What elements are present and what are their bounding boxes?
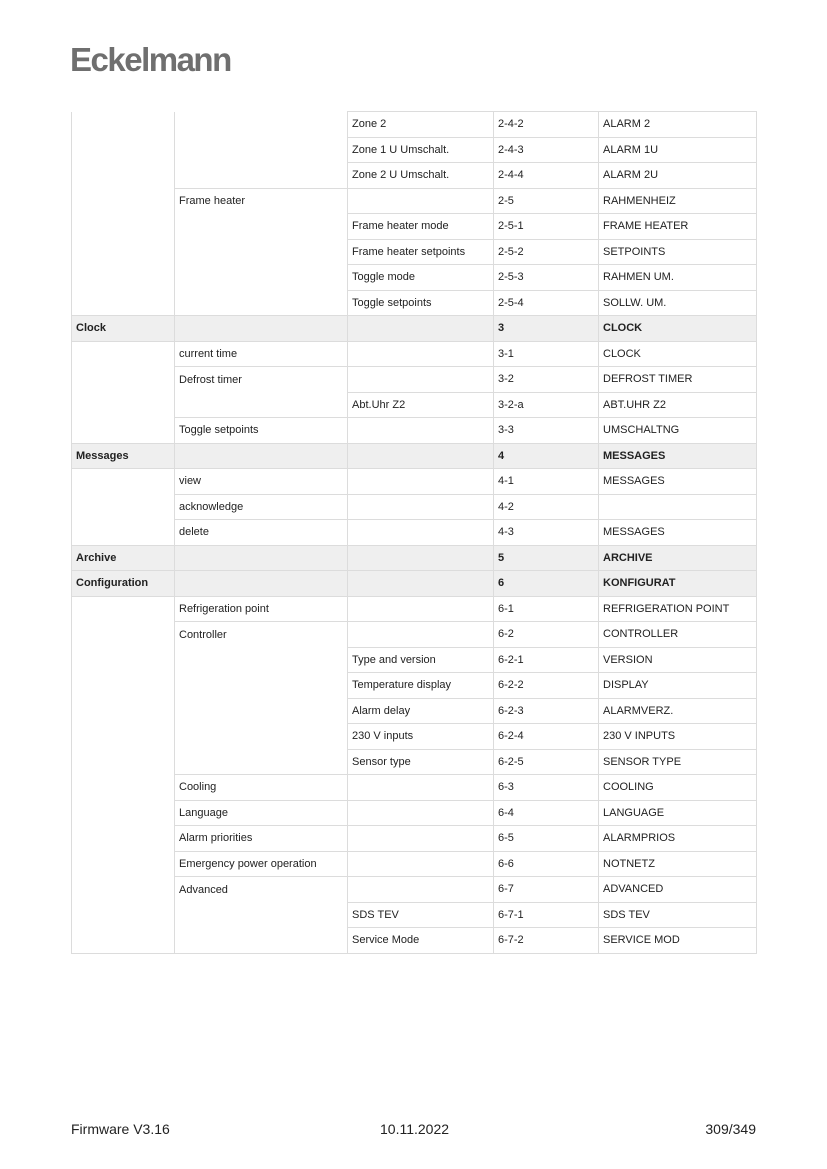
table-row <box>72 775 757 801</box>
level3-cell <box>348 341 494 367</box>
level3-cell <box>348 494 494 520</box>
menu-code-cell: 2-5 <box>494 188 599 214</box>
level3-cell <box>348 877 494 903</box>
menu-code-cell: 6-4 <box>494 800 599 826</box>
level2-cell <box>175 928 348 954</box>
level2-cell <box>175 443 348 469</box>
level2-cell: Toggle setpoints <box>175 418 348 444</box>
level3-cell <box>348 316 494 342</box>
display-text-cell: CONTROLLER <box>599 622 757 648</box>
level1-cell <box>72 188 175 214</box>
level3-cell <box>348 469 494 495</box>
display-text-cell: NOTNETZ <box>599 851 757 877</box>
menu-code-cell: 6-2-3 <box>494 698 599 724</box>
level1-cell <box>72 673 175 699</box>
menu-code-cell: 6-3 <box>494 775 599 801</box>
level1-cell <box>72 520 175 546</box>
menu-code-cell: 2-5-2 <box>494 239 599 265</box>
level1-cell <box>72 163 175 189</box>
level2-cell <box>175 902 348 928</box>
menu-code-cell: 6-2 <box>494 622 599 648</box>
level2-cell: Frame heater <box>175 188 348 214</box>
level3-cell: Alarm delay <box>348 698 494 724</box>
level3-cell: Sensor type <box>348 749 494 775</box>
level3-cell: Type and version <box>348 647 494 673</box>
level2-cell: Defrost timer <box>175 367 348 393</box>
display-text-cell: ALARM 1U <box>599 137 757 163</box>
footer-firmware: Firmware V3.16 <box>71 1121 170 1137</box>
level2-cell <box>175 239 348 265</box>
display-text-cell: MESSAGES <box>599 443 757 469</box>
table-row <box>72 392 757 418</box>
display-text-cell: COOLING <box>599 775 757 801</box>
menu-code-cell: 6-6 <box>494 851 599 877</box>
level3-cell: SDS TEV <box>348 902 494 928</box>
menu-code-cell: 3-1 <box>494 341 599 367</box>
menu-code-cell: 6-2-1 <box>494 647 599 673</box>
display-text-cell: MESSAGES <box>599 469 757 495</box>
level3-cell <box>348 367 494 393</box>
menu-code-cell: 4-1 <box>494 469 599 495</box>
level2-cell: current time <box>175 341 348 367</box>
level3-cell <box>348 826 494 852</box>
level1-cell <box>72 647 175 673</box>
menu-code-cell: 2-5-3 <box>494 265 599 291</box>
table-row <box>72 647 757 673</box>
display-text-cell: SERVICE MOD <box>599 928 757 954</box>
menu-code-cell: 3-2-a <box>494 392 599 418</box>
level2-cell: Alarm priorities <box>175 826 348 852</box>
level1-cell <box>72 214 175 240</box>
level1-cell: Archive <box>72 545 175 571</box>
level3-cell <box>348 443 494 469</box>
table-row <box>72 418 757 444</box>
display-text-cell <box>599 494 757 520</box>
level1-cell <box>72 290 175 316</box>
table-row <box>72 826 757 852</box>
level1-cell: Messages <box>72 443 175 469</box>
level3-cell <box>348 571 494 597</box>
display-text-cell: REFRIGERATION POINT <box>599 596 757 622</box>
menu-code-cell: 5 <box>494 545 599 571</box>
level2-cell <box>175 163 348 189</box>
menu-code-cell: 3-2 <box>494 367 599 393</box>
menu-code-cell: 4-2 <box>494 494 599 520</box>
level3-cell: 230 V inputs <box>348 724 494 750</box>
menu-code-cell: 4 <box>494 443 599 469</box>
eckelmann-logo: Eckelmann <box>70 41 231 78</box>
level3-cell: Toggle setpoints <box>348 290 494 316</box>
level2-cell <box>175 392 348 418</box>
level2-cell <box>175 265 348 291</box>
table-section-row <box>72 545 757 571</box>
display-text-cell: DISPLAY <box>599 673 757 699</box>
display-text-cell: RAHMEN UM. <box>599 265 757 291</box>
level3-cell <box>348 520 494 546</box>
level2-cell <box>175 673 348 699</box>
menu-code-cell: 6-2-5 <box>494 749 599 775</box>
display-text-cell: CLOCK <box>599 316 757 342</box>
menu-code-cell: 6-7-2 <box>494 928 599 954</box>
menu-code-cell: 6-2-4 <box>494 724 599 750</box>
level2-cell: Emergency power operation <box>175 851 348 877</box>
display-text-cell: SETPOINTS <box>599 239 757 265</box>
menu-code-cell: 2-4-3 <box>494 137 599 163</box>
table-row <box>72 112 757 138</box>
level3-cell <box>348 851 494 877</box>
table-row <box>72 851 757 877</box>
table-row <box>72 239 757 265</box>
level1-cell <box>72 494 175 520</box>
level2-cell <box>175 112 348 138</box>
display-text-cell: MESSAGES <box>599 520 757 546</box>
level1-cell <box>72 749 175 775</box>
table-row <box>72 622 757 648</box>
level1-cell <box>72 392 175 418</box>
table-row <box>72 749 757 775</box>
level1-cell <box>72 239 175 265</box>
level2-cell: Controller <box>175 622 348 648</box>
level1-cell <box>72 265 175 291</box>
display-text-cell: ARCHIVE <box>599 545 757 571</box>
level1-cell <box>72 137 175 163</box>
level3-cell <box>348 596 494 622</box>
level1-cell <box>72 112 175 138</box>
level3-cell <box>348 775 494 801</box>
level2-cell: view <box>175 469 348 495</box>
table-row <box>72 137 757 163</box>
menu-structure-table <box>71 111 757 954</box>
table-row <box>72 290 757 316</box>
display-text-cell: VERSION <box>599 647 757 673</box>
table-row <box>72 188 757 214</box>
level3-cell <box>348 800 494 826</box>
level1-cell <box>72 928 175 954</box>
menu-code-cell: 6-7 <box>494 877 599 903</box>
level1-cell <box>72 418 175 444</box>
display-text-cell: ABT.UHR Z2 <box>599 392 757 418</box>
level1-cell <box>72 775 175 801</box>
table-section-row <box>72 316 757 342</box>
level2-cell: Advanced <box>175 877 348 903</box>
level1-cell: Configuration <box>72 571 175 597</box>
menu-code-cell: 2-4-4 <box>494 163 599 189</box>
level1-cell <box>72 800 175 826</box>
level1-cell <box>72 341 175 367</box>
footer-page-number: 309/349 <box>705 1121 756 1137</box>
level2-cell <box>175 290 348 316</box>
level2-cell <box>175 698 348 724</box>
table-row <box>72 265 757 291</box>
level2-cell: delete <box>175 520 348 546</box>
level1-cell <box>72 724 175 750</box>
menu-code-cell: 6-1 <box>494 596 599 622</box>
level2-cell <box>175 214 348 240</box>
display-text-cell: SDS TEV <box>599 902 757 928</box>
table-row <box>72 596 757 622</box>
level3-cell: Abt.Uhr Z2 <box>348 392 494 418</box>
display-text-cell: ALARMPRIOS <box>599 826 757 852</box>
level1-cell: Clock <box>72 316 175 342</box>
table-row <box>72 520 757 546</box>
level2-cell <box>175 647 348 673</box>
table-row <box>72 698 757 724</box>
level3-cell: Zone 1 U Umschalt. <box>348 137 494 163</box>
level3-cell: Frame heater mode <box>348 214 494 240</box>
display-text-cell: RAHMENHEIZ <box>599 188 757 214</box>
menu-code-cell: 6-5 <box>494 826 599 852</box>
table-row <box>72 673 757 699</box>
menu-code-cell: 3 <box>494 316 599 342</box>
display-text-cell: ALARMVERZ. <box>599 698 757 724</box>
display-text-cell: SENSOR TYPE <box>599 749 757 775</box>
table-row <box>72 928 757 954</box>
display-text-cell: FRAME HEATER <box>599 214 757 240</box>
level2-cell: Cooling <box>175 775 348 801</box>
level2-cell: acknowledge <box>175 494 348 520</box>
menu-code-cell: 3-3 <box>494 418 599 444</box>
level3-cell: Toggle mode <box>348 265 494 291</box>
table-row <box>72 163 757 189</box>
menu-code-cell: 6 <box>494 571 599 597</box>
display-text-cell: ADVANCED <box>599 877 757 903</box>
menu-code-cell: 2-4-2 <box>494 112 599 138</box>
level1-cell <box>72 698 175 724</box>
table-row <box>72 469 757 495</box>
level2-cell: Refrigeration point <box>175 596 348 622</box>
level2-cell <box>175 571 348 597</box>
table-row <box>72 214 757 240</box>
display-text-cell: ALARM 2U <box>599 163 757 189</box>
level3-cell <box>348 545 494 571</box>
level1-cell <box>72 622 175 648</box>
level2-cell <box>175 137 348 163</box>
level2-cell <box>175 316 348 342</box>
level3-cell: Frame heater setpoints <box>348 239 494 265</box>
level2-cell <box>175 749 348 775</box>
display-text-cell: 230 V INPUTS <box>599 724 757 750</box>
menu-code-cell: 2-5-4 <box>494 290 599 316</box>
level3-cell: Service Mode <box>348 928 494 954</box>
table-row <box>72 341 757 367</box>
level1-cell <box>72 851 175 877</box>
table-row <box>72 494 757 520</box>
table-row <box>72 367 757 393</box>
menu-code-cell: 6-7-1 <box>494 902 599 928</box>
menu-code-cell: 4-3 <box>494 520 599 546</box>
display-text-cell: CLOCK <box>599 341 757 367</box>
level3-cell <box>348 418 494 444</box>
table-row <box>72 877 757 903</box>
level1-cell <box>72 469 175 495</box>
display-text-cell: DEFROST TIMER <box>599 367 757 393</box>
level3-cell <box>348 622 494 648</box>
table-row <box>72 902 757 928</box>
table-row <box>72 800 757 826</box>
level1-cell <box>72 596 175 622</box>
level3-cell: Zone 2 U Umschalt. <box>348 163 494 189</box>
display-text-cell: SOLLW. UM. <box>599 290 757 316</box>
level2-cell <box>175 545 348 571</box>
level2-cell: Language <box>175 800 348 826</box>
table-section-row <box>72 443 757 469</box>
level1-cell <box>72 877 175 903</box>
menu-code-cell: 2-5-1 <box>494 214 599 240</box>
display-text-cell: KONFIGURAT <box>599 571 757 597</box>
level3-cell <box>348 188 494 214</box>
level3-cell: Zone 2 <box>348 112 494 138</box>
display-text-cell: UMSCHALTNG <box>599 418 757 444</box>
level2-cell <box>175 724 348 750</box>
level3-cell: Temperature display <box>348 673 494 699</box>
footer-date: 10.11.2022 <box>380 1121 450 1137</box>
table-row <box>72 724 757 750</box>
menu-code-cell: 6-2-2 <box>494 673 599 699</box>
table-section-row <box>72 571 757 597</box>
display-text-cell: ALARM 2 <box>599 112 757 138</box>
level1-cell <box>72 902 175 928</box>
display-text-cell: LANGUAGE <box>599 800 757 826</box>
level1-cell <box>72 367 175 393</box>
level1-cell <box>72 826 175 852</box>
